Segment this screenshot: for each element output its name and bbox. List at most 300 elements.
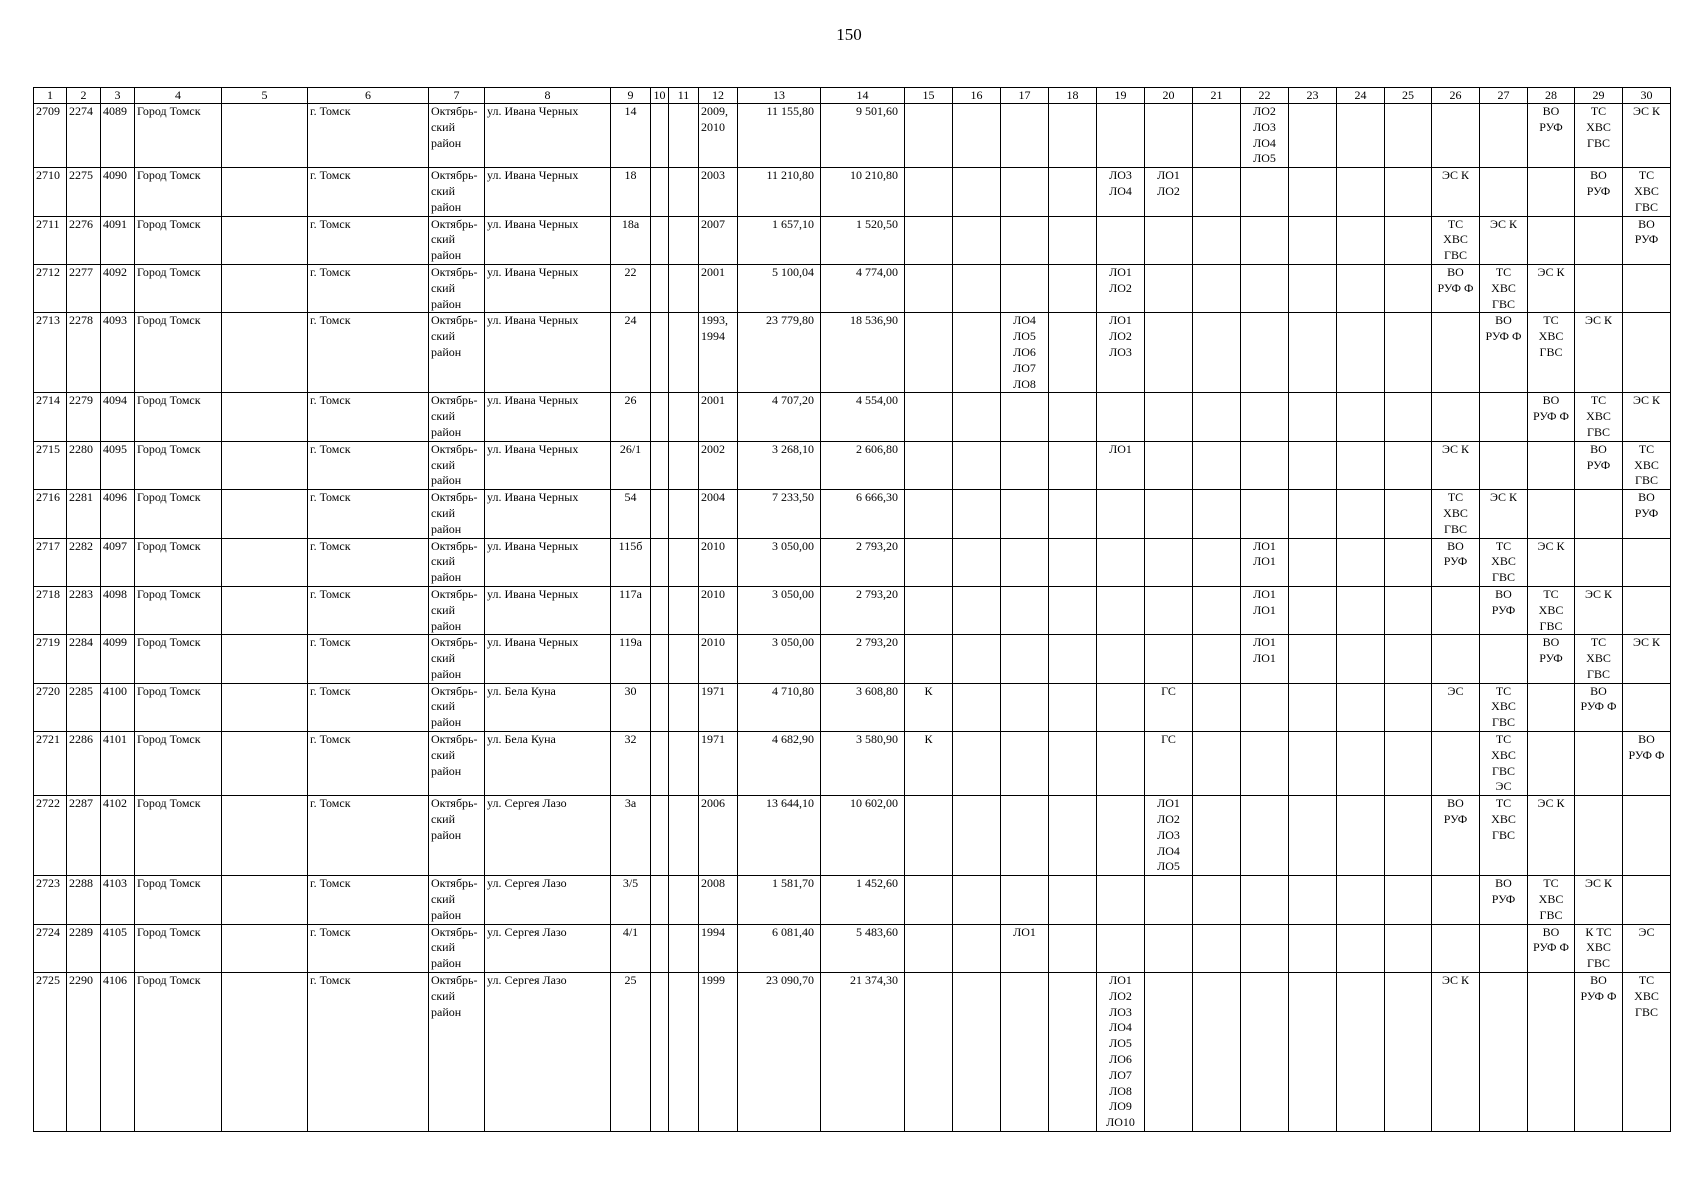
cell-col-27: [1480, 924, 1528, 972]
cell-col-12: [699, 538, 738, 586]
cell-col-11: [669, 635, 699, 683]
cell-col-14: 2 606,80: [821, 441, 905, 489]
cell-col-1: 2725: [34, 973, 67, 1132]
cell-col-13: 13 644,10: [738, 796, 821, 876]
cell-col-11: [669, 732, 699, 796]
cell-col-7: [429, 683, 485, 731]
cell-col-14: 2 793,20: [821, 635, 905, 683]
cell-col-8: ул. Бела Куна: [485, 683, 611, 731]
cell-col-1: 2720: [34, 683, 67, 731]
cell-line: Октябрь-: [431, 216, 478, 231]
cell-line: ГВС: [1587, 956, 1610, 971]
cell-line: ский: [431, 699, 455, 714]
cell-col-18: [1049, 635, 1097, 683]
cell-line: район: [431, 344, 462, 359]
cell-col-17: [1001, 732, 1049, 796]
cell-line: ЛО7: [1109, 1067, 1132, 1082]
cell-col-13: 1 657,10: [738, 216, 821, 264]
cell-col-24: [1337, 876, 1385, 924]
column-header-24: 24: [1337, 88, 1385, 104]
cell-col-26: [1432, 393, 1480, 441]
cell-line: 2003: [701, 168, 725, 183]
cell-line: ЭС К: [1490, 490, 1517, 505]
column-header-6: 6: [308, 88, 429, 104]
cell-col-1: 2722: [34, 796, 67, 876]
cell-col-30: [1623, 796, 1671, 876]
cell-col-17: [1001, 586, 1049, 634]
cell-col-25: [1385, 216, 1432, 264]
cell-col-27: [1480, 313, 1528, 393]
cell-col-16: [953, 973, 1001, 1132]
cell-line: РУФ: [1443, 812, 1468, 827]
column-header-23: 23: [1289, 88, 1337, 104]
cell-line: ЛО10: [1106, 1115, 1135, 1130]
cell-line: ЛО3: [1109, 1004, 1132, 1019]
cell-line: ЭС К: [1585, 313, 1612, 328]
cell-col-29: [1575, 796, 1623, 876]
cell-col-16: [953, 683, 1001, 731]
cell-col-6: г. Томск: [308, 393, 429, 441]
cell-col-20: [1145, 924, 1193, 972]
cell-col-4: Город Томск: [135, 796, 222, 876]
cell-col-10: [651, 538, 669, 586]
cell-col-9: 18а: [611, 216, 651, 264]
cell-col-2: 2281: [67, 490, 101, 538]
cell-col-13: 6 081,40: [738, 924, 821, 972]
cell-col-16: [953, 635, 1001, 683]
cell-col-25: [1385, 264, 1432, 312]
cell-col-19: [1097, 876, 1145, 924]
cell-line: ЭС К: [1633, 393, 1660, 408]
cell-col-29: [1575, 732, 1623, 796]
cell-col-17: [1001, 264, 1049, 312]
cell-col-1: 2724: [34, 924, 67, 972]
cell-col-30: [1623, 313, 1671, 393]
cell-col-30: [1623, 104, 1671, 168]
cell-col-18: [1049, 490, 1097, 538]
cell-col-10: [651, 104, 669, 168]
cell-col-19: [1097, 313, 1145, 393]
cell-line: РУФ Ф: [1580, 699, 1617, 714]
cell-line: ЛО1: [1253, 538, 1276, 553]
cell-col-26: [1432, 490, 1480, 538]
cell-col-15: [905, 924, 953, 972]
cell-col-6: г. Томск: [308, 490, 429, 538]
cell-line: К ТС: [1585, 924, 1612, 939]
cell-col-6: г. Томск: [308, 264, 429, 312]
cell-line: ЛО1: [1109, 973, 1132, 988]
cell-col-9: 117а: [611, 586, 651, 634]
cell-line: район: [431, 424, 462, 439]
cell-line: ский: [431, 280, 455, 295]
cell-col-15: [905, 973, 953, 1132]
cell-col-21: [1193, 104, 1241, 168]
cell-col-10: [651, 586, 669, 634]
cell-col-28: [1528, 490, 1575, 538]
cell-col-5: [222, 216, 308, 264]
cell-col-9: 115б: [611, 538, 651, 586]
cell-col-24: [1337, 216, 1385, 264]
cell-col-29: [1575, 168, 1623, 216]
cell-col-28: [1528, 104, 1575, 168]
cell-col-16: [953, 490, 1001, 538]
cell-line: ЭС К: [1442, 441, 1469, 456]
table-row: [34, 732, 1671, 796]
cell-col-10: [651, 732, 669, 796]
cell-col-9: 119а: [611, 635, 651, 683]
cell-col-8: ул. Сергея Лазо: [485, 796, 611, 876]
cell-col-21: [1193, 538, 1241, 586]
cell-col-1: 2710: [34, 168, 67, 216]
cell-col-27: [1480, 538, 1528, 586]
cell-line: ЛО6: [1109, 1052, 1132, 1067]
cell-col-1: 2714: [34, 393, 67, 441]
cell-col-28: [1528, 973, 1575, 1132]
cell-col-6: г. Томск: [308, 973, 429, 1132]
cell-line: ХВС: [1491, 280, 1516, 295]
cell-col-21: [1193, 924, 1241, 972]
cell-line: ТС: [1447, 490, 1464, 505]
cell-line: ХВС: [1634, 457, 1659, 472]
column-header-20: 20: [1145, 88, 1193, 104]
cell-col-6: г. Томск: [308, 924, 429, 972]
cell-line: ХВС: [1586, 940, 1611, 955]
cell-col-4: Город Томск: [135, 104, 222, 168]
cell-line: РУФ: [1586, 183, 1611, 198]
cell-col-18: [1049, 538, 1097, 586]
cell-col-2: 2287: [67, 796, 101, 876]
cell-col-1: 2711: [34, 216, 67, 264]
cell-col-9: 26: [611, 393, 651, 441]
column-header-7: 7: [429, 88, 485, 104]
cell-line: ЛО1: [1109, 313, 1132, 328]
table-row: [34, 683, 1671, 731]
cell-col-9: 24: [611, 313, 651, 393]
cell-col-15: К: [905, 683, 953, 731]
cell-line: Октябрь-: [431, 876, 478, 891]
cell-col-11: [669, 973, 699, 1132]
cell-line: ГВС: [1492, 296, 1515, 311]
cell-col-12: [699, 732, 738, 796]
cell-line: ТС: [1590, 635, 1607, 650]
cell-col-20: [1145, 104, 1193, 168]
cell-col-18: [1049, 216, 1097, 264]
cell-line: ский: [431, 747, 455, 762]
cell-line: ЛО2: [1109, 280, 1132, 295]
cell-line: ский: [431, 812, 455, 827]
cell-col-27: [1480, 635, 1528, 683]
table-row: [34, 104, 1671, 168]
cell-col-3: 4093: [101, 313, 135, 393]
cell-line: район: [431, 763, 462, 778]
cell-line: район: [431, 296, 462, 311]
cell-col-10: [651, 216, 669, 264]
cell-col-18: [1049, 441, 1097, 489]
cell-col-17: [1001, 876, 1049, 924]
cell-col-15: [905, 441, 953, 489]
table-row: [34, 796, 1671, 876]
cell-col-12: [699, 168, 738, 216]
cell-line: 1971: [701, 732, 725, 747]
cell-col-29: [1575, 104, 1623, 168]
cell-line: ГВС: [1587, 135, 1610, 150]
cell-col-26: [1432, 264, 1480, 312]
cell-line: ВО: [1542, 635, 1560, 650]
cell-line: ский: [431, 409, 455, 424]
cell-col-3: 4097: [101, 538, 135, 586]
cell-line: Октябрь-: [431, 168, 478, 183]
cell-col-16: [953, 264, 1001, 312]
cell-line: район: [431, 618, 462, 633]
cell-col-26: [1432, 538, 1480, 586]
cell-col-17: [1001, 168, 1049, 216]
cell-col-14: 3 608,80: [821, 683, 905, 731]
cell-col-21: [1193, 313, 1241, 393]
cell-col-20: [1145, 313, 1193, 393]
cell-col-1: 2713: [34, 313, 67, 393]
cell-line: ТС: [1638, 168, 1655, 183]
cell-line: ский: [431, 651, 455, 666]
cell-line: ГВС: [1444, 521, 1467, 536]
cell-col-3: 4094: [101, 393, 135, 441]
cell-col-9: 25: [611, 973, 651, 1132]
cell-col-6: г. Томск: [308, 683, 429, 731]
cell-line: РУФ Ф: [1533, 409, 1569, 424]
cell-col-22: [1241, 732, 1289, 796]
cell-col-26: [1432, 924, 1480, 972]
cell-line: ЛО3: [1109, 344, 1132, 359]
column-header-3: 3: [101, 88, 135, 104]
cell-col-4: Город Томск: [135, 732, 222, 796]
cell-line: ХВС: [1491, 747, 1516, 762]
cell-col-5: [222, 313, 308, 393]
cell-col-4: Город Томск: [135, 973, 222, 1132]
cell-col-25: [1385, 586, 1432, 634]
cell-col-4: Город Томск: [135, 313, 222, 393]
cell-line: ХВС: [1443, 505, 1468, 520]
cell-col-24: [1337, 973, 1385, 1132]
cell-col-25: [1385, 393, 1432, 441]
cell-line: ЛО4: [1109, 1020, 1132, 1035]
cell-col-22: [1241, 216, 1289, 264]
cell-line: ВО: [1495, 876, 1512, 891]
cell-col-22: [1241, 393, 1289, 441]
column-header-11: 11: [669, 88, 699, 104]
cell-col-3: 4096: [101, 490, 135, 538]
cell-col-25: [1385, 683, 1432, 731]
cell-col-14: 1 452,60: [821, 876, 905, 924]
cell-col-23: [1289, 104, 1337, 168]
cell-line: ЛО4: [1253, 135, 1276, 150]
column-header-19: 19: [1097, 88, 1145, 104]
cell-col-30: [1623, 732, 1671, 796]
cell-col-8: ул. Ивана Черных: [485, 313, 611, 393]
cell-col-29: [1575, 490, 1623, 538]
cell-col-17: [1001, 441, 1049, 489]
cell-col-11: [669, 168, 699, 216]
cell-col-26: [1432, 104, 1480, 168]
cell-col-29: [1575, 973, 1623, 1132]
cell-col-30: [1623, 924, 1671, 972]
column-header-25: 25: [1385, 88, 1432, 104]
cell-col-16: [953, 924, 1001, 972]
cell-col-8: ул. Ивана Черных: [485, 490, 611, 538]
cell-col-18: [1049, 973, 1097, 1132]
cell-col-6: г. Томск: [308, 732, 429, 796]
cell-line: ХВС: [1538, 892, 1564, 907]
cell-col-11: [669, 538, 699, 586]
cell-line: ский: [431, 940, 455, 955]
cell-col-20: [1145, 538, 1193, 586]
cell-col-3: 4105: [101, 924, 135, 972]
cell-col-8: ул. Ивана Черных: [485, 393, 611, 441]
cell-line: Октябрь-: [431, 683, 478, 698]
cell-col-14: 10 210,80: [821, 168, 905, 216]
cell-col-1: 2715: [34, 441, 67, 489]
cell-col-8: ул. Ивана Черных: [485, 538, 611, 586]
cell-col-11: [669, 393, 699, 441]
cell-col-11: [669, 313, 699, 393]
cell-col-17: [1001, 796, 1049, 876]
cell-line: 2006: [701, 796, 725, 811]
cell-col-9: 14: [611, 104, 651, 168]
column-header-13: 13: [738, 88, 821, 104]
cell-col-5: [222, 441, 308, 489]
cell-col-11: [669, 264, 699, 312]
cell-line: 2001: [701, 264, 725, 279]
cell-col-11: [669, 216, 699, 264]
cell-col-14: 3 580,90: [821, 732, 905, 796]
cell-line: ЭС К: [1490, 216, 1517, 231]
cell-line: РУФ Ф: [1628, 747, 1665, 762]
cell-col-11: [669, 490, 699, 538]
cell-col-7: [429, 393, 485, 441]
cell-col-14: 5 483,60: [821, 924, 905, 972]
cell-line: ХВС: [1634, 183, 1659, 198]
cell-col-25: [1385, 924, 1432, 972]
cell-line: ЭС: [1638, 924, 1655, 939]
cell-col-2: 2278: [67, 313, 101, 393]
cell-line: РУФ: [1586, 457, 1611, 472]
cell-col-7: [429, 441, 485, 489]
column-header-21: 21: [1193, 88, 1241, 104]
table-row: [34, 393, 1671, 441]
cell-col-23: [1289, 264, 1337, 312]
cell-col-24: [1337, 586, 1385, 634]
cell-line: РУФ: [1634, 505, 1659, 520]
cell-line: ХВС: [1634, 988, 1659, 1003]
cell-line: ЭС К: [1633, 104, 1660, 118]
cell-line: ЛО6: [1013, 344, 1036, 359]
cell-line: 2010: [701, 538, 725, 553]
cell-col-2: 2290: [67, 973, 101, 1132]
cell-line: ЛО5: [1157, 859, 1180, 874]
cell-col-12: [699, 973, 738, 1132]
cell-col-16: [953, 104, 1001, 168]
cell-line: РУФ: [1634, 232, 1659, 247]
cell-line: 1971: [701, 683, 725, 698]
cell-col-19: [1097, 393, 1145, 441]
cell-col-6: г. Томск: [308, 441, 429, 489]
cell-col-4: Город Томск: [135, 441, 222, 489]
column-header-5: 5: [222, 88, 308, 104]
cell-col-9: 26/1: [611, 441, 651, 489]
cell-col-28: [1528, 216, 1575, 264]
cell-line: ВО: [1495, 313, 1512, 328]
cell-col-20: [1145, 683, 1193, 731]
cell-col-11: [669, 586, 699, 634]
cell-col-11: [669, 924, 699, 972]
table-row: [34, 313, 1671, 393]
cell-col-12: [699, 216, 738, 264]
cell-col-14: 10 602,00: [821, 796, 905, 876]
cell-col-25: [1385, 538, 1432, 586]
cell-col-5: [222, 876, 308, 924]
cell-line: ВО: [1542, 924, 1560, 939]
cell-col-7: [429, 635, 485, 683]
cell-line: ский: [431, 554, 455, 569]
cell-col-30: [1623, 683, 1671, 731]
cell-col-28: [1528, 264, 1575, 312]
cell-col-9: 3а: [611, 796, 651, 876]
cell-col-8: ул. Ивана Черных: [485, 168, 611, 216]
cell-col-4: Город Томск: [135, 924, 222, 972]
cell-col-7: [429, 586, 485, 634]
cell-col-24: [1337, 313, 1385, 393]
cell-col-13: 5 100,04: [738, 264, 821, 312]
cell-col-21: [1193, 973, 1241, 1132]
cell-line: ГС: [1161, 732, 1176, 747]
cell-col-13: 3 050,00: [738, 635, 821, 683]
column-header-18: 18: [1049, 88, 1097, 104]
cell-line: ЭС К: [1585, 586, 1612, 601]
cell-col-8: ул. Ивана Черных: [485, 104, 611, 168]
cell-col-19: [1097, 635, 1145, 683]
cell-col-11: [669, 683, 699, 731]
cell-line: район: [431, 827, 462, 842]
cell-col-11: [669, 441, 699, 489]
cell-col-30: [1623, 538, 1671, 586]
table-body: [34, 104, 1671, 1132]
cell-col-9: 4/1: [611, 924, 651, 972]
cell-line: ЛО1: [1109, 441, 1132, 456]
cell-col-12: [699, 490, 738, 538]
cell-col-27: [1480, 104, 1528, 168]
cell-col-15: [905, 264, 953, 312]
cell-col-27: [1480, 393, 1528, 441]
cell-col-6: г. Томск: [308, 796, 429, 876]
cell-col-12: [699, 441, 738, 489]
cell-col-13: 4 682,90: [738, 732, 821, 796]
cell-col-22: [1241, 796, 1289, 876]
cell-col-16: [953, 393, 1001, 441]
cell-col-24: [1337, 796, 1385, 876]
cell-col-10: [651, 168, 669, 216]
cell-col-15: [905, 216, 953, 264]
cell-col-29: [1575, 538, 1623, 586]
cell-line: ТС: [1495, 264, 1512, 279]
cell-line: ХВС: [1538, 602, 1564, 617]
cell-col-23: [1289, 313, 1337, 393]
cell-col-4: Город Томск: [135, 586, 222, 634]
cell-col-8: ул. Ивана Черных: [485, 441, 611, 489]
cell-col-1: 2716: [34, 490, 67, 538]
cell-line: ХВС: [1538, 329, 1564, 344]
cell-col-30: [1623, 393, 1671, 441]
cell-col-26: [1432, 441, 1480, 489]
cell-col-26: [1432, 683, 1480, 731]
cell-col-25: [1385, 876, 1432, 924]
